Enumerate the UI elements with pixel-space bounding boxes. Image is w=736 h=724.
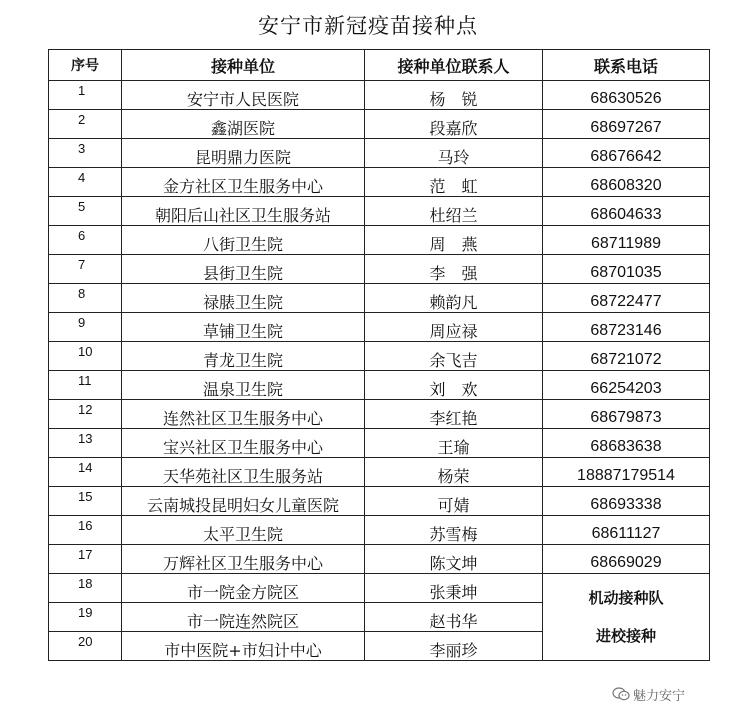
vaccination-sites-table <box>48 49 710 661</box>
row-phone: 68608320 <box>543 168 710 197</box>
row-phone: 68630526 <box>543 81 710 110</box>
row-index: 10 <box>49 342 122 371</box>
row-phone: 68683638 <box>543 429 710 458</box>
row-index: 20 <box>49 632 122 661</box>
table-row <box>49 284 710 313</box>
table-row <box>49 313 710 342</box>
row-unit: 云南城投昆明妇女儿童医院 <box>122 487 365 516</box>
table-row <box>49 545 710 574</box>
row-contact: 杨 锐 <box>365 81 543 110</box>
row-unit: 市一院连然院区 <box>122 603 365 632</box>
row-contact: 李 强 <box>365 255 543 284</box>
table-row <box>49 400 710 429</box>
table-body <box>49 81 710 661</box>
row-contact: 陈文坤 <box>365 545 543 574</box>
table-row <box>49 110 710 139</box>
row-phone: 68721072 <box>543 342 710 371</box>
row-unit: 县街卫生院 <box>122 255 365 284</box>
row-contact: 杨荣 <box>365 458 543 487</box>
row-unit: 市中医院+市妇计中心 <box>122 632 365 661</box>
row-index: 18 <box>49 574 122 603</box>
row-index: 17 <box>49 545 122 574</box>
row-index: 19 <box>49 603 122 632</box>
row-index: 2 <box>49 110 122 139</box>
row-phone: 68722477 <box>543 284 710 313</box>
row-unit: 八街卫生院 <box>122 226 365 255</box>
table-row <box>49 342 710 371</box>
row-phone: 68697267 <box>543 110 710 139</box>
row-unit: 青龙卫生院 <box>122 342 365 371</box>
row-contact: 余飞吉 <box>365 342 543 371</box>
row-phone: 68676642 <box>543 139 710 168</box>
row-contact: 李丽珍 <box>365 632 543 661</box>
row-phone: 68611127 <box>543 516 710 545</box>
row-index: 11 <box>49 371 122 400</box>
table-row <box>49 168 710 197</box>
watermark <box>612 682 685 706</box>
row-unit: 宝兴社区卫生服务中心 <box>122 429 365 458</box>
mobile-team-line1: 机动接种队 <box>588 589 664 607</box>
header-index: 序号 <box>49 50 122 81</box>
table-row <box>49 574 710 603</box>
table-row <box>49 139 710 168</box>
row-unit: 温泉卫生院 <box>122 371 365 400</box>
row-index: 3 <box>49 139 122 168</box>
row-phone: 68711989 <box>543 226 710 255</box>
row-index: 15 <box>49 487 122 516</box>
row-unit: 太平卫生院 <box>122 516 365 545</box>
row-index: 1 <box>49 81 122 110</box>
row-unit: 市一院金方院区 <box>122 574 365 603</box>
table-row <box>49 226 710 255</box>
row-contact: 李红艳 <box>365 400 543 429</box>
table-row <box>49 81 710 110</box>
table-row <box>49 255 710 284</box>
row-contact: 赖韵凡 <box>365 284 543 313</box>
header-phone: 联系电话 <box>543 50 710 81</box>
row-contact: 范 虹 <box>365 168 543 197</box>
row-contact: 苏雪梅 <box>365 516 543 545</box>
row-index: 6 <box>49 226 122 255</box>
row-phone: 68701035 <box>543 255 710 284</box>
row-contact: 周应禄 <box>365 313 543 342</box>
row-unit: 金方社区卫生服务中心 <box>122 168 365 197</box>
table-row <box>49 487 710 516</box>
header-contact: 接种单位联系人 <box>365 50 543 81</box>
row-unit: 昆明鼎力医院 <box>122 139 365 168</box>
row-index: 13 <box>49 429 122 458</box>
row-unit: 朝阳后山社区卫生服务站 <box>122 197 365 226</box>
row-index: 4 <box>49 168 122 197</box>
row-unit: 安宁市人民医院 <box>122 81 365 110</box>
row-contact: 张秉坤 <box>365 574 543 603</box>
row-index: 14 <box>49 458 122 487</box>
row-index: 7 <box>49 255 122 284</box>
row-phone: 68679873 <box>543 400 710 429</box>
mobile-team-note <box>543 574 710 661</box>
row-phone: 18887179514 <box>543 458 710 487</box>
mobile-team-line2: 进校接种 <box>595 627 656 645</box>
row-contact: 杜绍兰 <box>365 197 543 226</box>
row-unit: 天华苑社区卫生服务站 <box>122 458 365 487</box>
table-row <box>49 516 710 545</box>
table-row <box>49 458 710 487</box>
row-phone: 68669029 <box>543 545 710 574</box>
row-unit: 连然社区卫生服务中心 <box>122 400 365 429</box>
row-phone: 68693338 <box>543 487 710 516</box>
page-title: 安宁市新冠疫苗接种点 <box>258 14 478 38</box>
header-unit: 接种单位 <box>122 50 365 81</box>
table-row <box>49 197 710 226</box>
row-contact: 马玲 <box>365 139 543 168</box>
row-contact: 可婧 <box>365 487 543 516</box>
table-row <box>49 371 710 400</box>
row-unit: 禄脿卫生院 <box>122 284 365 313</box>
row-unit: 万辉社区卫生服务中心 <box>122 545 365 574</box>
row-index: 8 <box>49 284 122 313</box>
table-row <box>49 429 710 458</box>
row-unit: 草铺卫生院 <box>122 313 365 342</box>
row-index: 16 <box>49 516 122 545</box>
table-header-row <box>49 50 710 81</box>
row-contact: 周 燕 <box>365 226 543 255</box>
row-phone: 68723146 <box>543 313 710 342</box>
row-phone: 68604633 <box>543 197 710 226</box>
row-contact: 段嘉欣 <box>365 110 543 139</box>
row-index: 12 <box>49 400 122 429</box>
watermark-text: 魅力安宁 <box>633 688 686 704</box>
row-contact: 刘 欢 <box>365 371 543 400</box>
row-index: 5 <box>49 197 122 226</box>
row-phone: 66254203 <box>543 371 710 400</box>
row-contact: 赵书华 <box>365 603 543 632</box>
row-unit: 鑫湖医院 <box>122 110 365 139</box>
wechat-icon <box>612 687 630 701</box>
row-contact: 王瑜 <box>365 429 543 458</box>
row-index: 9 <box>49 313 122 342</box>
